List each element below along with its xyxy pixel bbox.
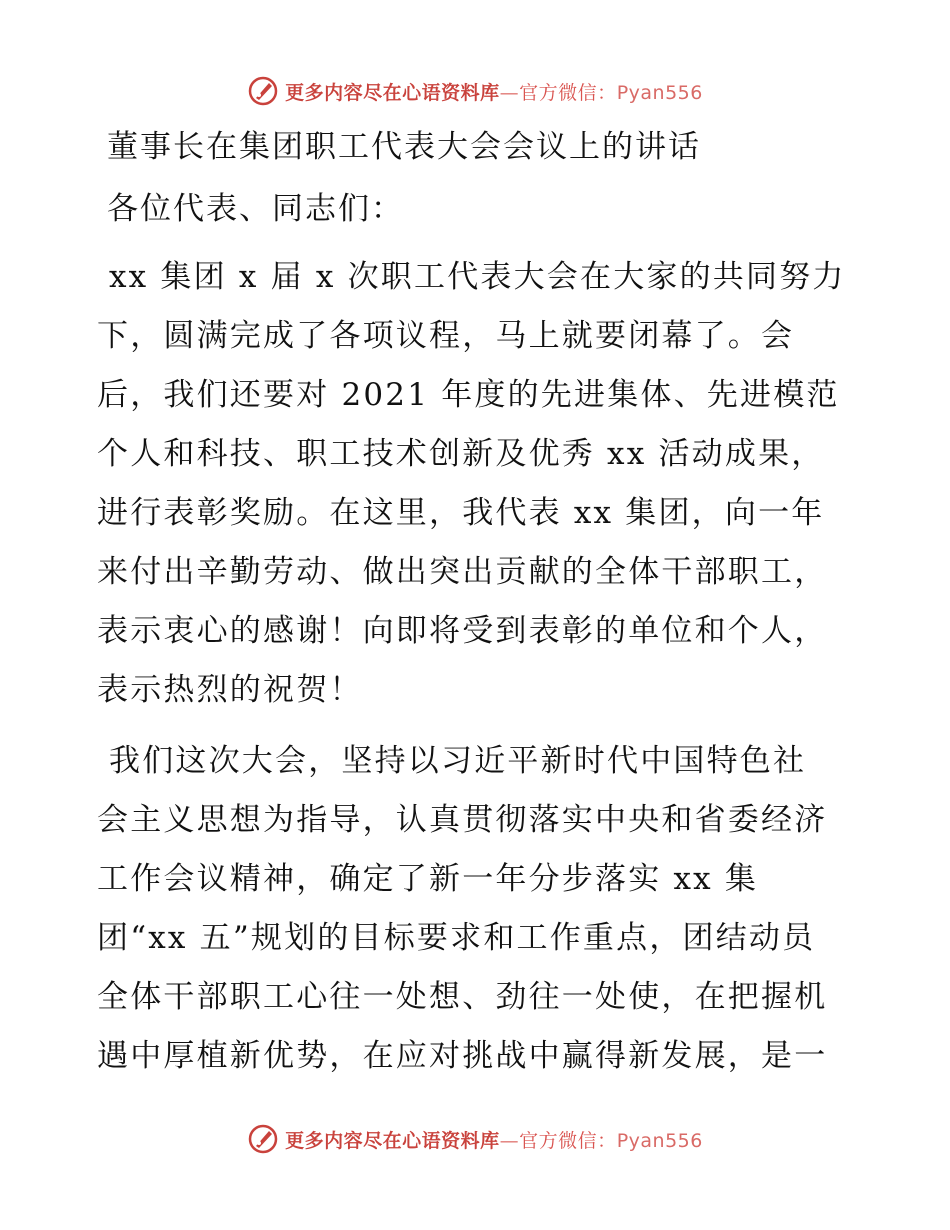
watermark-label: 官方微信： [519, 1129, 617, 1152]
text-line: 表示热烈的祝贺！ [97, 672, 363, 708]
text-line: 下，圆满完成了各项议程，马上就要闭幕了。会 [97, 318, 795, 354]
watermark-brand: 更多内容尽在心语资料库 [285, 81, 500, 104]
text-line: 全体干部职工心往一处想、劲往一处使，在把握机 [97, 979, 828, 1015]
watermark-separator: — [499, 81, 520, 104]
text-line: 团“xx 五”规划的目标要求和工作重点，团结动员 [97, 920, 816, 956]
watermark-account: Pyan556 [616, 1129, 703, 1152]
text-line: 进行表彰奖励。在这里，我代表 xx 集团，向一年 [97, 495, 825, 531]
watermark-footer [0, 1122, 950, 1156]
text-line: 我们这次大会，坚持以习近平新时代中国特色社 [109, 743, 807, 779]
text-line: 工作会议精神，确定了新一年分步落实 xx 集 [97, 861, 759, 897]
document-title: 董事长在集团职工代表大会会议上的讲话 [107, 129, 701, 165]
watermark-text [285, 1126, 703, 1153]
document-body [97, 122, 857, 1098]
watermark-account: Pyan556 [616, 81, 703, 104]
watermark-text [285, 78, 703, 105]
paragraph-1 [97, 248, 857, 720]
quill-logo-icon [247, 1123, 279, 1155]
text-line: 来付出辛勤劳动、做出突出贡献的全体干部职工， [97, 554, 828, 590]
text-line: 遇中厚植新优势，在应对挑战中赢得新发展，是一 [97, 1038, 828, 1074]
watermark-label: 官方微信： [519, 81, 617, 104]
text-line: 个人和科技、职工技术创新及优秀 xx 活动成果， [97, 436, 825, 472]
watermark-brand: 更多内容尽在心语资料库 [285, 1129, 500, 1152]
paragraph-2 [97, 732, 857, 1086]
quill-logo-icon [247, 75, 279, 107]
watermark-separator: — [499, 1129, 520, 1152]
text-line: xx 集团 x 届 x 次职工代表大会在大家的共同努力 [109, 259, 846, 295]
salutation: 各位代表、同志们： [107, 191, 404, 227]
watermark-header [0, 74, 950, 108]
text-line: 表示衷心的感谢！向即将受到表彰的单位和个人， [97, 613, 828, 649]
text-line: 后，我们还要对 2021 年度的先进集体、先进模范 [97, 377, 840, 413]
text-line: 会主义思想为指导，认真贯彻落实中央和省委经济 [97, 802, 828, 838]
